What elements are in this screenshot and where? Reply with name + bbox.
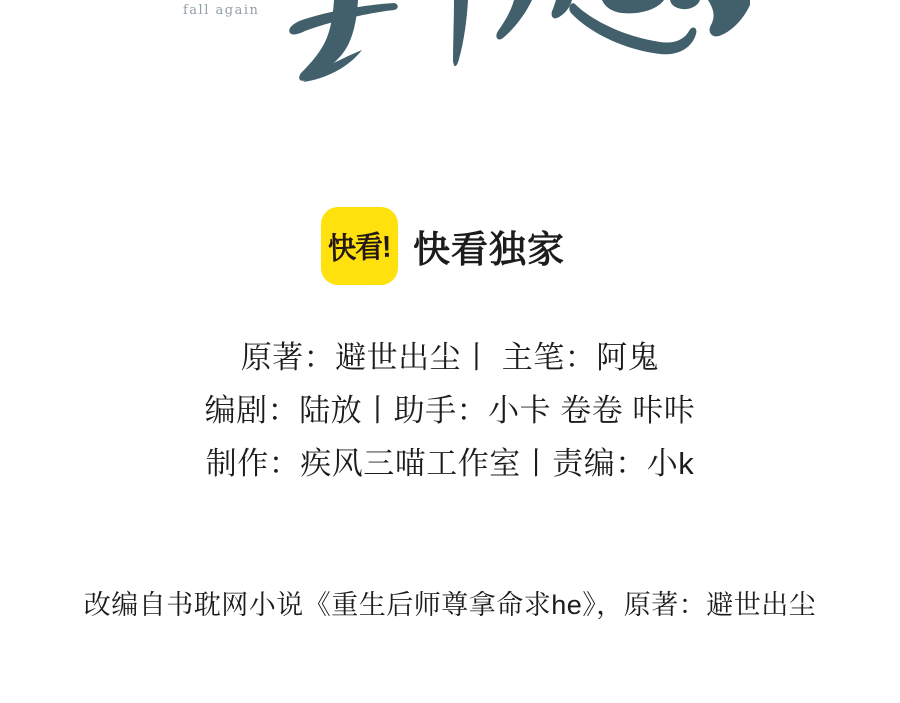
publisher-exclusive-label: 快看独家 — [413, 229, 565, 270]
credit-line-production-editor: 制作：疾风三喵工作室丨责编：小k — [205, 446, 695, 481]
kuaikan-logo-text: 快看! — [327, 229, 392, 266]
calligraphy-stroke — [602, 0, 664, 13]
series-title-calligraphy — [270, 0, 750, 100]
credit-line-script-assistants: 编剧：陆放丨助手：小卡 卷卷 咔咔 — [204, 393, 696, 428]
calligraphy-stroke — [670, 0, 700, 9]
calligraphy-stroke — [496, 0, 532, 39]
adaptation-note: 改编自书耽网小说《重生后师尊拿命求he》，原著：避世出尘 — [83, 590, 817, 620]
credit-line-original-author: 原著：避世出尘丨 主笔：阿鬼 — [240, 340, 660, 375]
publisher-row — [321, 207, 565, 285]
calligraphy-stroke — [552, 0, 572, 18]
credits-block — [0, 331, 900, 490]
calligraphy-stroke — [708, 0, 750, 36]
calligraphy-stroke — [453, 0, 468, 66]
kuaikan-logo — [321, 207, 398, 285]
english-subtitle: fall again — [183, 3, 260, 18]
